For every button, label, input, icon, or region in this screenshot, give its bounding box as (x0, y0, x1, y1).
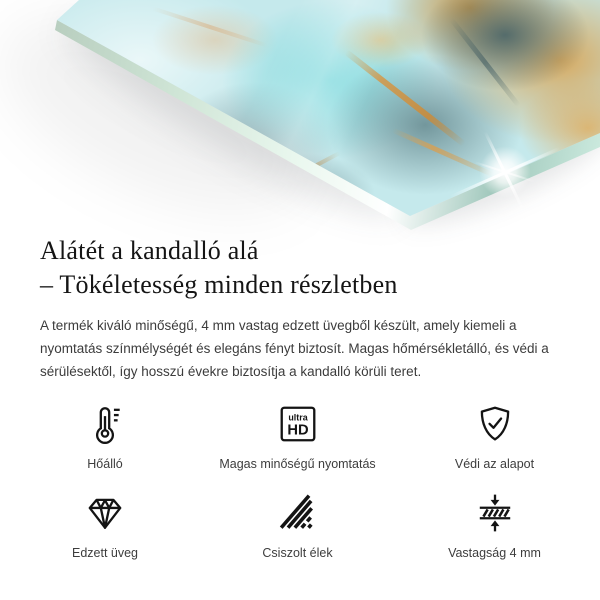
gold-vein (152, 7, 267, 48)
polished-edges-icon (277, 492, 319, 534)
diamond-icon (84, 492, 126, 534)
feature-label: Védi az alapot (454, 457, 535, 471)
feature-grid (40, 403, 570, 561)
product-description-section (40, 234, 570, 561)
page-title (40, 234, 570, 302)
page-title-line1: Alátét a kandalló alá (40, 236, 259, 265)
svg-text:ultra: ultra (287, 412, 308, 423)
sparkle-glow (479, 146, 531, 198)
feature-protects-base (425, 403, 564, 472)
page-title-line2: – Tökéletesség minden részletben (40, 270, 398, 299)
feature-heat-resistant (40, 403, 170, 472)
product-photo (0, 0, 600, 245)
product-description-text: A termék kiváló minőségű, 4 mm vastag edzett üvegből készült, amely kiemeli a nyomtatás színmélységét és elegáns fényt biztosít. Magas hőmérsékletálló, és védi a sérülésektől, így hosszú évekre biztosítja a kandalló körüli teret. (40, 318, 549, 379)
feature-thickness (425, 492, 564, 561)
thickness-icon (474, 492, 516, 534)
feature-label: Csiszolt élek (262, 546, 333, 560)
shield-check-icon (474, 403, 516, 445)
feature-polished-edges (170, 492, 425, 561)
feature-tempered-glass (40, 492, 170, 561)
feature-label: Hőálló (87, 457, 123, 471)
feature-ultra-hd-print (170, 403, 425, 472)
slate-vein (449, 18, 521, 108)
svg-text:HD: HD (286, 422, 309, 439)
thermometer-icon (84, 403, 126, 445)
ultra-hd-icon (277, 403, 319, 445)
feature-label: Edzett üveg (71, 546, 138, 560)
feature-label: Vastagság 4 mm (448, 546, 541, 560)
feature-label: Magas minőségű nyomtatás (219, 457, 376, 471)
